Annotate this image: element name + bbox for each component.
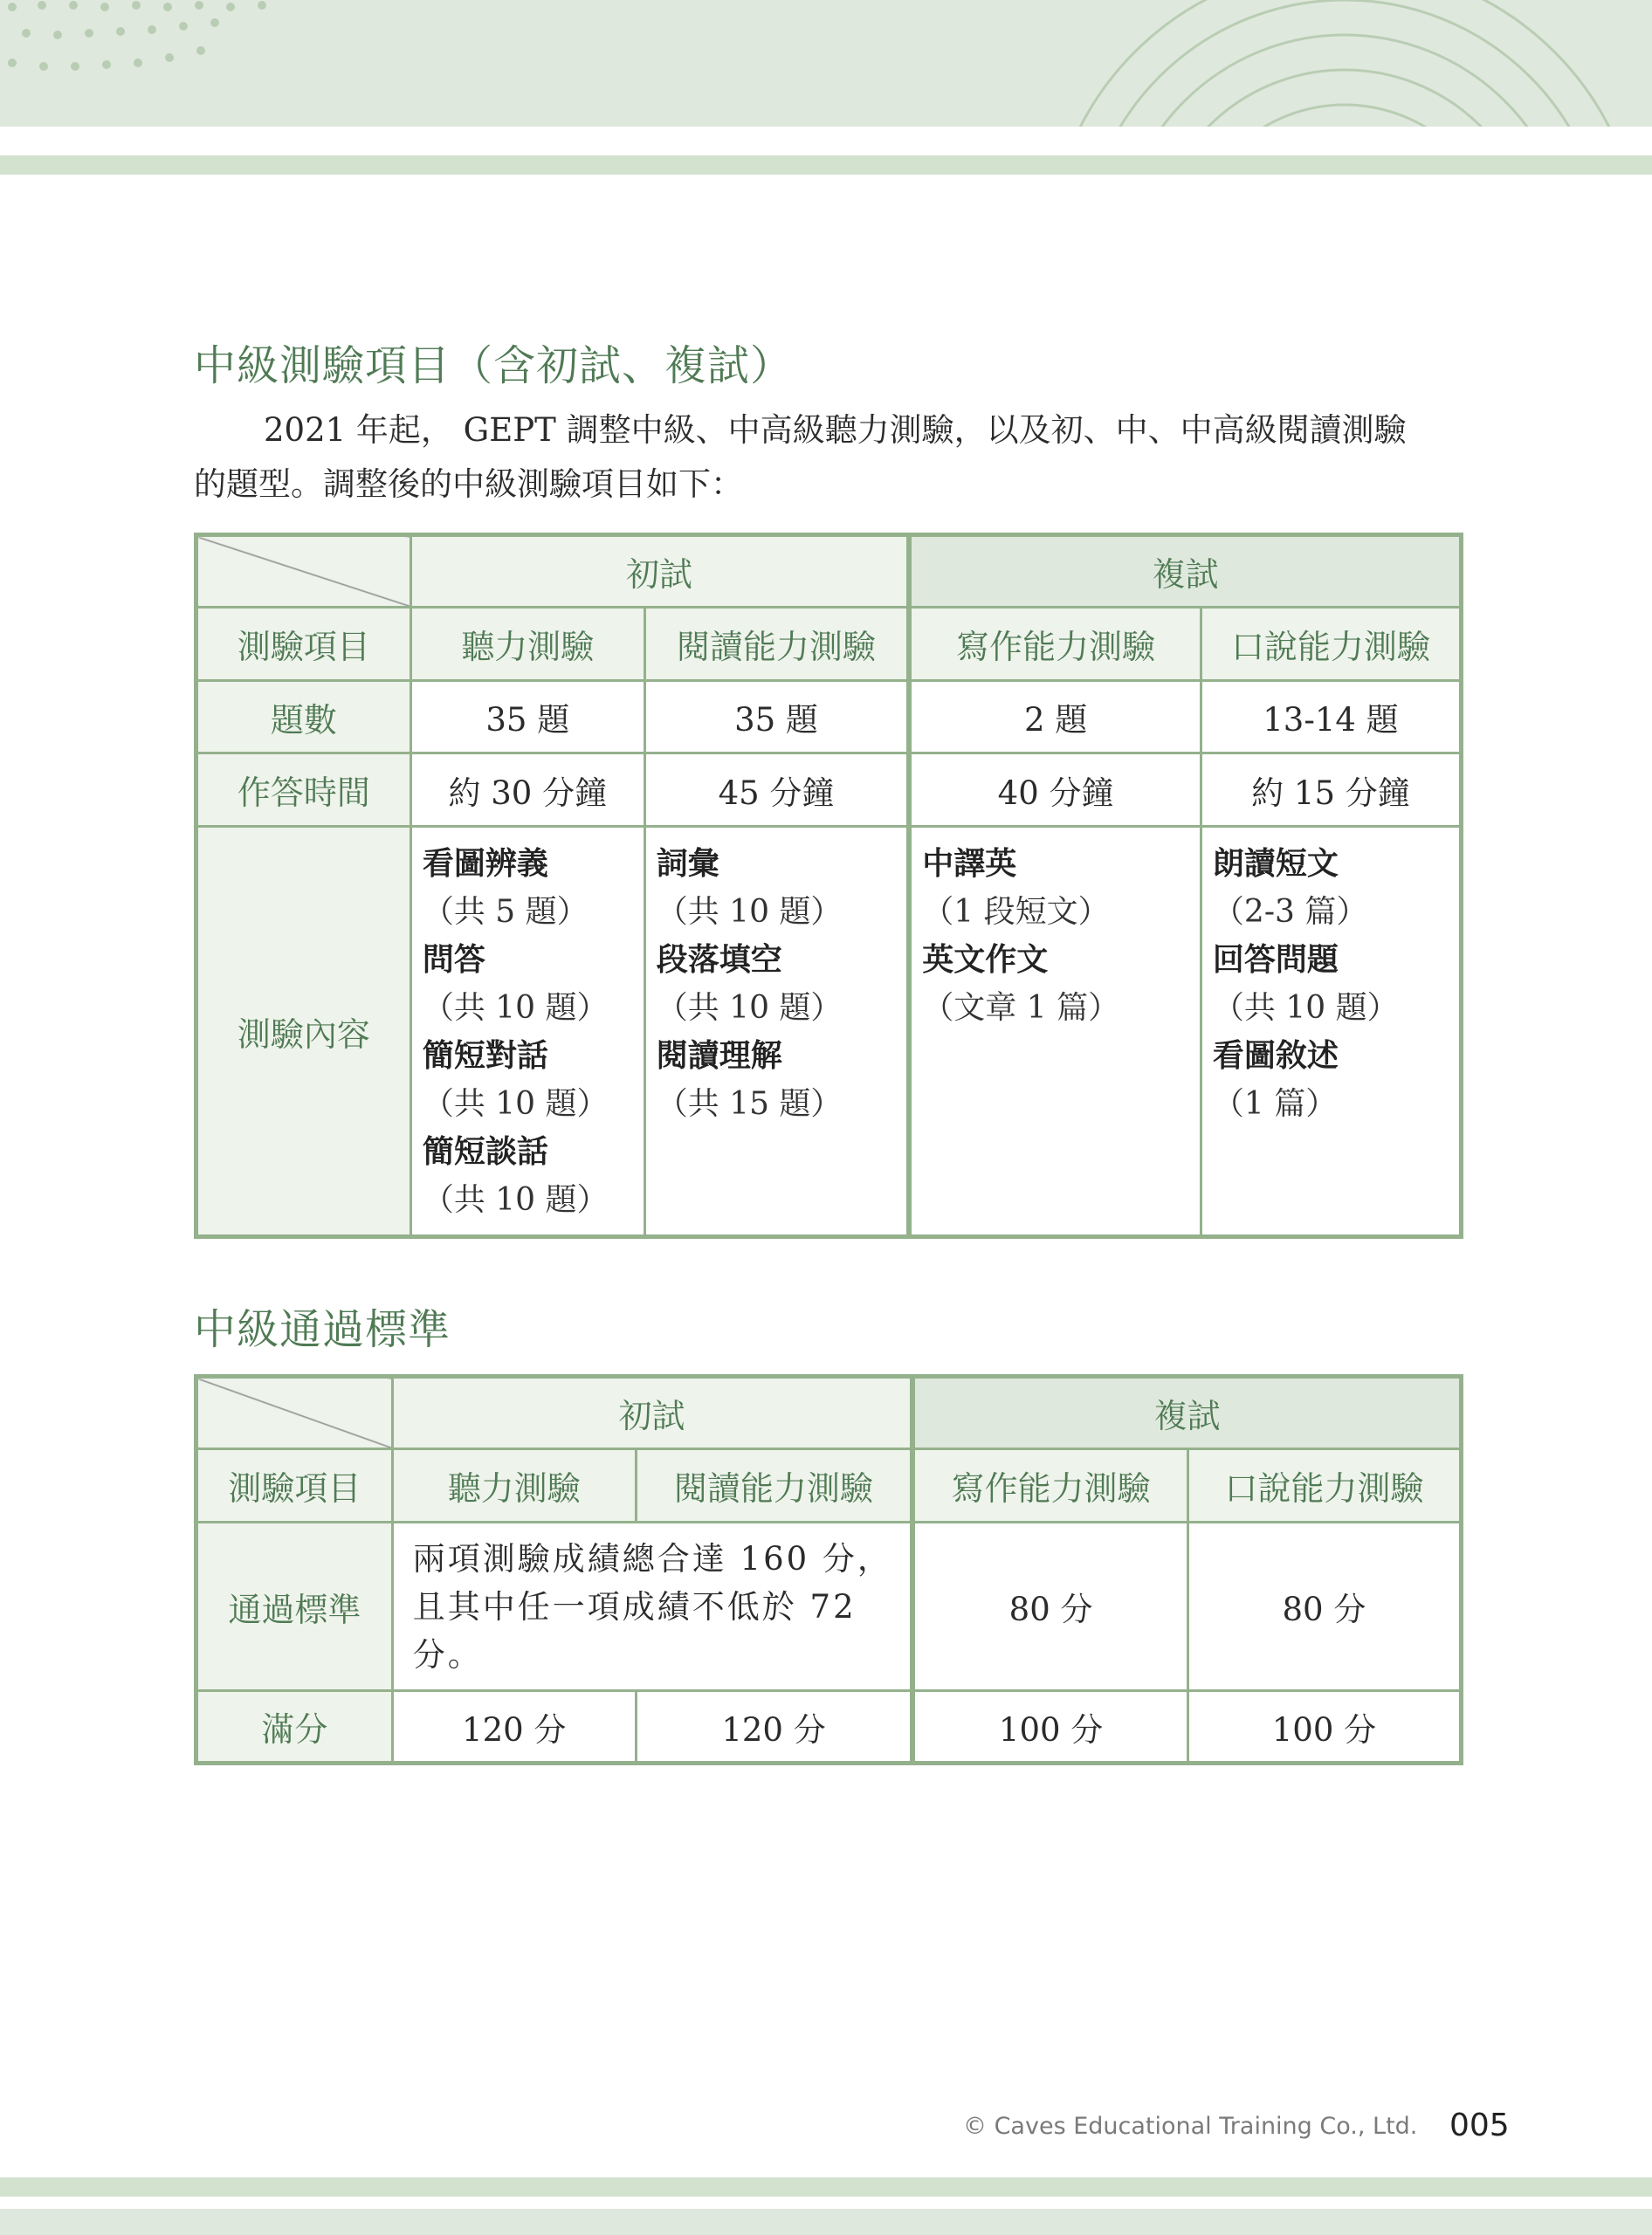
intro-line-2: 的題型。調整後的中級測驗項目如下： xyxy=(194,465,743,503)
time-reading: 45 分鐘 xyxy=(644,753,909,827)
count-listening: 35 題 xyxy=(410,681,644,753)
dot-pattern xyxy=(8,1,266,71)
group-initial-header: 初試 xyxy=(392,1377,912,1449)
col-listening: 聽力測驗 xyxy=(392,1449,636,1523)
row-label-full: 滿分 xyxy=(196,1691,393,1764)
time-speaking: 約 15 分鐘 xyxy=(1201,753,1461,827)
time-writing: 40 分鐘 xyxy=(909,753,1201,827)
group-second-header: 複試 xyxy=(909,535,1461,608)
col-reading: 閱讀能力測驗 xyxy=(636,1449,912,1523)
diagonal-corner-cell xyxy=(196,535,411,608)
full-listening: 120 分 xyxy=(392,1691,636,1764)
copyright: © Caves Educational Training Co., Ltd. xyxy=(963,2113,1418,2140)
col-reading: 閱讀能力測驗 xyxy=(644,608,909,681)
table-row-full xyxy=(196,1691,1462,1764)
content-speaking xyxy=(1201,827,1461,1237)
list-item: 簡短談話 （共 10 題） xyxy=(422,1134,609,1218)
table-row-time xyxy=(196,753,1462,827)
count-writing: 2 題 xyxy=(909,681,1201,753)
list-item: 中譯英 （1 段短文） xyxy=(922,846,1110,930)
col-writing: 寫作能力測驗 xyxy=(909,608,1201,681)
diagonal-corner-cell xyxy=(196,1377,393,1449)
table-row-content xyxy=(196,827,1462,1237)
pass-speaking: 80 分 xyxy=(1187,1523,1461,1691)
full-reading: 120 分 xyxy=(636,1691,912,1764)
col-writing: 寫作能力測驗 xyxy=(912,1449,1187,1523)
full-writing: 100 分 xyxy=(912,1691,1187,1764)
list-item: 英文作文 （文章 1 篇） xyxy=(922,942,1120,1026)
list-item: 看圖辨義 （共 5 題） xyxy=(422,846,589,930)
group-initial-header: 初試 xyxy=(410,535,909,608)
row-label-pass: 通過標準 xyxy=(196,1523,393,1691)
table-row-pass xyxy=(196,1523,1462,1691)
list-item: 回答問題 （共 10 題） xyxy=(1212,942,1399,1026)
col-speaking: 口說能力測驗 xyxy=(1201,608,1461,681)
footer-stripe xyxy=(0,2177,1652,2197)
col-listening: 聽力測驗 xyxy=(410,608,644,681)
section-title-pass: 中級通過標準 xyxy=(194,1305,451,1354)
page-number: 005 xyxy=(1449,2108,1510,2143)
list-item: 問答 （共 10 題） xyxy=(422,942,609,1026)
pass-writing: 80 分 xyxy=(912,1523,1187,1691)
row-label-content: 測驗內容 xyxy=(196,827,411,1237)
count-speaking: 13-14 題 xyxy=(1201,681,1461,753)
header-stripe xyxy=(0,155,1652,175)
list-item: 段落填空 （共 10 題） xyxy=(656,942,843,1026)
table-row-groups xyxy=(196,1377,1462,1449)
intro-line-1: 2021 年起， GEPT 調整中級、中高級聽力測驗，以及初、中、中高級閱讀測驗 xyxy=(264,411,1407,449)
table-row-items xyxy=(196,1449,1462,1523)
row-label-items: 測驗項目 xyxy=(196,1449,393,1523)
list-item: 看圖敘述 （1 篇） xyxy=(1212,1038,1339,1122)
test-items-table xyxy=(194,533,1463,1239)
pass-standard-table xyxy=(194,1374,1463,1765)
table-row-count xyxy=(196,681,1462,753)
list-item: 閱讀理解 （共 15 題） xyxy=(656,1038,843,1122)
row-label-time: 作答時間 xyxy=(196,753,411,827)
list-item: 詞彙 （共 10 題） xyxy=(656,846,843,930)
row-label-items: 測驗項目 xyxy=(196,608,411,681)
content-reading xyxy=(644,827,909,1237)
group-second-header: 複試 xyxy=(912,1377,1461,1449)
section-title-items: 中級測驗項目（含初試、複試） xyxy=(194,341,794,390)
header-decoration xyxy=(0,0,1652,127)
time-listening: 約 30 分鐘 xyxy=(410,753,644,827)
header-band xyxy=(0,0,1652,127)
footer-band xyxy=(0,2209,1652,2235)
col-speaking: 口說能力測驗 xyxy=(1187,1449,1461,1523)
table-row-groups xyxy=(196,535,1462,608)
list-item: 簡短對話 （共 10 題） xyxy=(422,1038,609,1122)
list-item: 朗讀短文 （2-3 篇） xyxy=(1212,846,1368,930)
pass-initial: 兩項測驗成績總合達 160 分，且其中任一項成績不低於 72 分。 xyxy=(392,1523,912,1691)
row-label-count: 題數 xyxy=(196,681,411,753)
count-reading: 35 題 xyxy=(644,681,909,753)
content-writing xyxy=(909,827,1201,1237)
arc-pattern xyxy=(1048,0,1642,127)
full-speaking: 100 分 xyxy=(1187,1691,1461,1764)
intro-paragraph xyxy=(194,403,1469,512)
table-row-items xyxy=(196,608,1462,681)
content-listening xyxy=(410,827,644,1237)
